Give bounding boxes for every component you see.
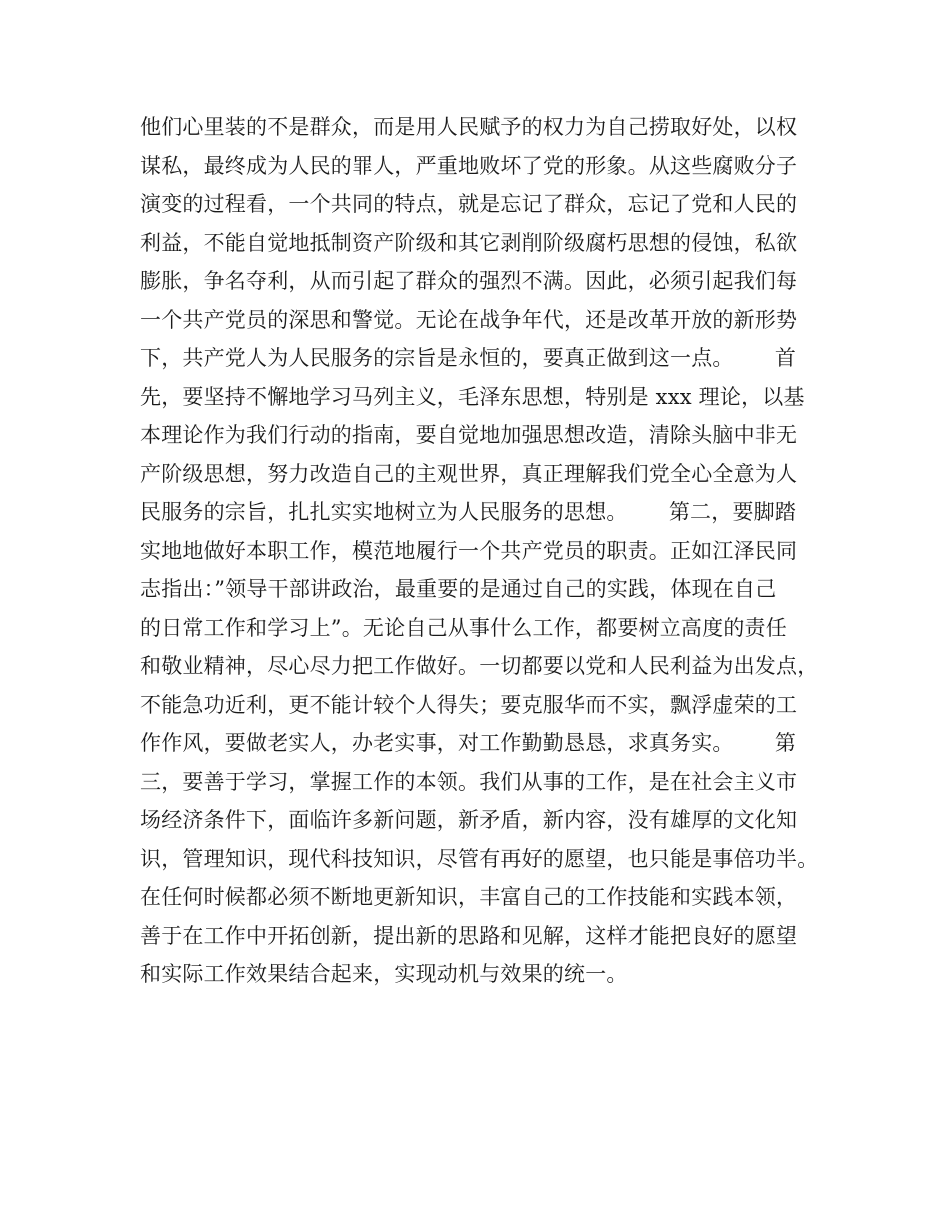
text-line: 膨胀，争名夺利，从而引起了群众的强烈不满。因此，必须引起我们每	[140, 269, 798, 293]
text-line: 下，共产党人为人民服务的宗旨是永恒的，要真正做到这一点。 首	[140, 346, 797, 370]
body-text	[140, 108, 840, 994]
text-line: 演变的过程看，一个共同的特点，就是忘记了群众，忘记了党和人民的	[140, 192, 798, 216]
text-line: 利益，不能自觉地抵制资产阶级和其它剥削阶级腐朽思想的侵蚀，私欲	[140, 230, 798, 255]
text-line: 一个共产党员的深思和警觉。无论在战争年代，还是改革开放的新形势	[140, 307, 798, 332]
text-line: 善于在工作中开拓创新，提出新的思路和见解，这样才能把良好的愿望	[140, 923, 798, 948]
text-line: 产阶级思想，努力改造自己的主观世界，真正理解我们党全心全意为人	[140, 461, 798, 486]
text-line: 他们心里装的不是群众，而是用人民赋予的权力为自己捞取好处，以权	[140, 115, 798, 139]
text-line: 实地地做好本职工作，模范地履行一个共产党员的职责。正如江泽民同	[140, 538, 798, 563]
text-line: 的日常工作和学习上”。无论自己从事什么工作，都要树立高度的责任	[140, 615, 787, 640]
text-line: 识，管理知识，现代科技知识，尽管有再好的愿望，也只能是事倍功半。	[140, 846, 819, 871]
text-line: 和实际工作效果结合起来，实现动机与效果的统一。	[140, 962, 628, 986]
text-line: 不能急功近利，更不能计较个人得失；要克服华而不实，飘浮虚荣的工	[140, 692, 798, 717]
text-line: 民服务的宗旨，扎扎实实地树立为人民服务的思想。 第二，要脚踏	[140, 500, 797, 524]
text-line: 场经济条件下，面临许多新问题，新矛盾，新内容，没有雄厚的文化知	[140, 808, 798, 832]
text-line: 作作风，要做老实人，办老实事，对工作勤勤恳恳，求真务实。 第	[140, 731, 797, 755]
text-line: 在任何时候都必须不断地更新知识，丰富自己的工作技能和实践本领，	[140, 885, 798, 909]
text-line: 本理论作为我们行动的指南，要自觉地加强思想改造，清除头脑中非无	[140, 423, 798, 447]
text-line: 志指出：”领导干部讲政治，最重要的是通过自己的实践，体现在自己	[140, 577, 777, 601]
text-line: 先，要坚持不懈地学习马列主义，毛泽东思想，特别是 xxx 理论，以基	[140, 384, 805, 409]
text-line: 三，要善于学习，掌握工作的本领。我们从事的工作，是在社会主义市	[140, 769, 798, 794]
text-line: 谋私，最终成为人民的罪人，严重地败坏了党的形象。从这些腐败分子	[140, 153, 798, 178]
text-line: 和敬业精神，尽心尽力把工作做好。一切都要以党和人民利益为出发点，	[140, 654, 819, 678]
